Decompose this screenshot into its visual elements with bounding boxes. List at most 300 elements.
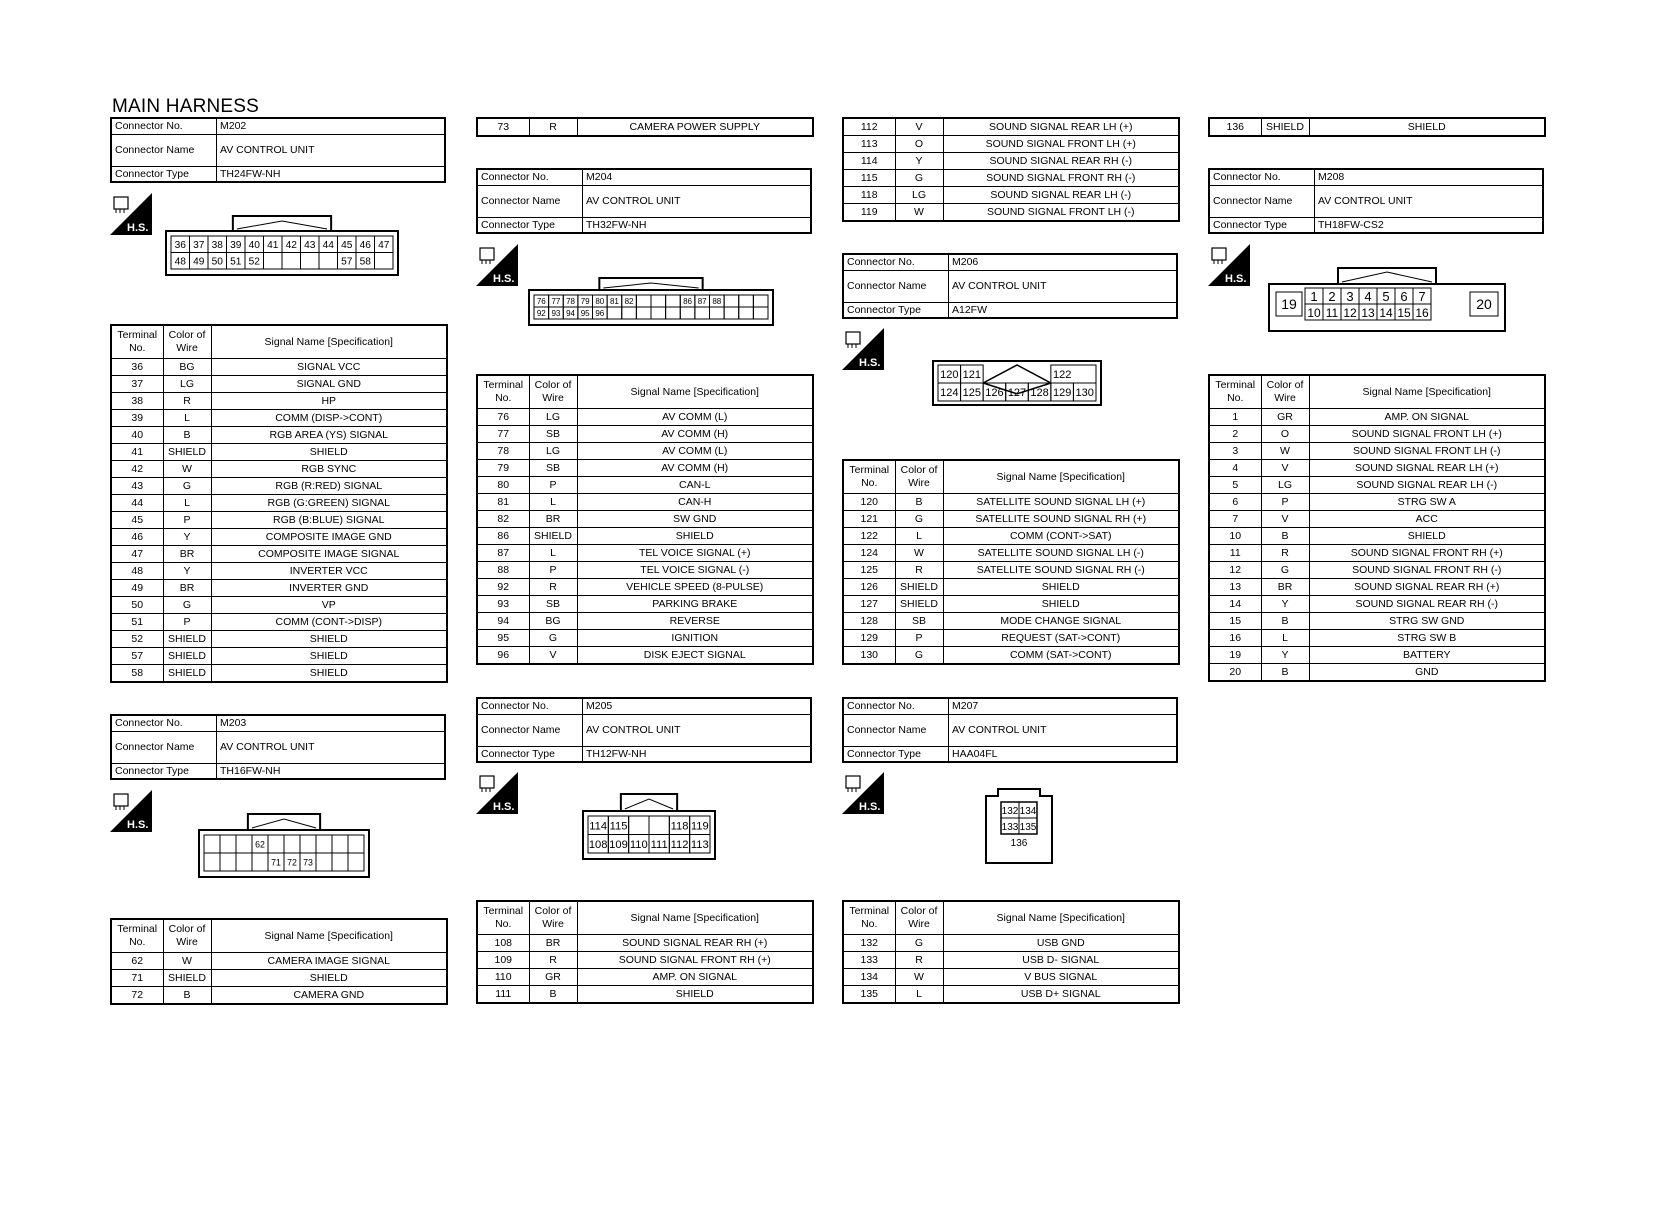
conn-no-value: M206 bbox=[949, 254, 1178, 270]
terminal-cell: 136 bbox=[1209, 118, 1261, 136]
color-cell: B bbox=[895, 494, 943, 511]
color-cell: V bbox=[529, 647, 577, 665]
terminal-cell: 14 bbox=[1209, 596, 1261, 613]
conn-name-value: AV CONTROL UNIT bbox=[949, 714, 1178, 746]
signal-cell: BATTERY bbox=[1309, 647, 1545, 664]
table-row bbox=[843, 187, 1179, 204]
signal-cell: SOUND SIGNAL FRONT LH (+) bbox=[943, 136, 1179, 153]
table-row bbox=[111, 970, 447, 987]
pin-label: 78 bbox=[566, 297, 576, 307]
table-row bbox=[111, 376, 447, 393]
signal-cell: COMM (DISP->CONT) bbox=[211, 410, 447, 427]
color-cell: W bbox=[895, 545, 943, 562]
table-row bbox=[111, 495, 447, 512]
terminal-cell: 46 bbox=[111, 529, 163, 546]
table-row bbox=[843, 952, 1179, 969]
signal-cell: SHIELD bbox=[211, 970, 447, 987]
pin-label: 41 bbox=[267, 240, 279, 252]
signal-cell: CAMERA POWER SUPPLY bbox=[577, 118, 813, 136]
terminal-cell: 38 bbox=[111, 393, 163, 410]
signal-cell: SIGNAL GND bbox=[211, 376, 447, 393]
signal-cell: VEHICLE SPEED (8-PULSE) bbox=[577, 579, 813, 596]
table-row bbox=[843, 613, 1179, 630]
table-row bbox=[477, 613, 813, 630]
pin-label: 37 bbox=[193, 240, 205, 252]
color-cell: LG bbox=[163, 376, 211, 393]
hs-icon bbox=[1208, 244, 1250, 286]
table-header bbox=[111, 919, 447, 953]
signal-cell: SOUND SIGNAL REAR RH (-) bbox=[1309, 596, 1545, 613]
pin-label: 71 bbox=[271, 857, 281, 868]
color-cell: W bbox=[163, 953, 211, 970]
terminal-cell: 112 bbox=[843, 118, 895, 136]
table-row bbox=[1209, 647, 1545, 664]
signal-header: Signal Name [Specification] bbox=[211, 325, 447, 359]
conn-name-label: Connector Name bbox=[477, 185, 583, 217]
pin-label: 77 bbox=[551, 297, 561, 307]
signal-cell: SATELLITE SOUND SIGNAL RH (+) bbox=[943, 511, 1179, 528]
color-cell: P bbox=[1261, 494, 1309, 511]
terminal-cell: 122 bbox=[843, 528, 895, 545]
table-row bbox=[1209, 562, 1545, 579]
terminal-header: Terminal No. bbox=[843, 901, 895, 935]
signal-cell: SOUND SIGNAL FRONT LH (-) bbox=[1309, 443, 1545, 460]
signal-cell: SOUND SIGNAL FRONT RH (-) bbox=[1309, 562, 1545, 579]
terminal-cell: 20 bbox=[1209, 664, 1261, 682]
color-cell: P bbox=[529, 477, 577, 494]
terminal-cell: 15 bbox=[1209, 613, 1261, 630]
table-row bbox=[477, 647, 813, 665]
table-row bbox=[843, 511, 1179, 528]
pin-label: 51 bbox=[230, 256, 242, 268]
terminal-cell: 77 bbox=[477, 426, 529, 443]
pin-label: 79 bbox=[580, 297, 590, 307]
signal-cell: CAMERA IMAGE SIGNAL bbox=[211, 953, 447, 970]
signal-cell: MODE CHANGE SIGNAL bbox=[943, 613, 1179, 630]
terminal-cell: 92 bbox=[477, 579, 529, 596]
conn-no-label: Connector No. bbox=[843, 254, 949, 270]
signal-cell: SHIELD bbox=[1309, 528, 1545, 545]
terminal-cell: 109 bbox=[477, 952, 529, 969]
color-cell: R bbox=[163, 393, 211, 410]
terminal-cell: 130 bbox=[843, 647, 895, 665]
table-row bbox=[477, 460, 813, 477]
terminal-cell: 13 bbox=[1209, 579, 1261, 596]
connector-diagram-m202 bbox=[165, 214, 399, 276]
signal-header: Signal Name [Specification] bbox=[943, 901, 1179, 935]
color-cell: R bbox=[1261, 545, 1309, 562]
conn-type-value: TH16FW-NH bbox=[217, 763, 446, 779]
color-cell: V bbox=[895, 118, 943, 136]
hs-icon bbox=[110, 193, 152, 235]
terminal-table-m203 bbox=[110, 918, 446, 1005]
connector-info-m202 bbox=[110, 117, 446, 183]
pin-label: 129 bbox=[1052, 387, 1072, 399]
terminal-cell: 50 bbox=[111, 597, 163, 614]
color-cell: BR bbox=[529, 511, 577, 528]
table-row bbox=[477, 562, 813, 579]
color-cell: BR bbox=[529, 935, 577, 952]
conn-type-value: HAA04FL bbox=[949, 746, 1178, 762]
table-row bbox=[477, 986, 813, 1004]
hs-label: H.S. bbox=[493, 801, 515, 813]
pin-label: 128 bbox=[1030, 387, 1049, 399]
color-cell: V bbox=[1261, 460, 1309, 477]
terminal-cell: 118 bbox=[843, 187, 895, 204]
terminal-cell: 114 bbox=[843, 153, 895, 170]
conn-type-label: Connector Type bbox=[843, 302, 949, 318]
terminal-cell: 42 bbox=[111, 461, 163, 478]
pin-label: 44 bbox=[322, 240, 334, 252]
color-cell: B bbox=[529, 986, 577, 1004]
signal-cell: SHIELD bbox=[577, 986, 813, 1004]
table-row bbox=[843, 579, 1179, 596]
conn-name-label: Connector Name bbox=[1209, 185, 1315, 217]
color-cell: LG bbox=[529, 443, 577, 460]
terminal-header: Terminal No. bbox=[477, 901, 529, 935]
signal-cell: TEL VOICE SIGNAL (+) bbox=[577, 545, 813, 562]
conn-name-label: Connector Name bbox=[843, 270, 949, 302]
signal-cell: SHIELD bbox=[211, 444, 447, 461]
table-row bbox=[477, 511, 813, 528]
color-cell: B bbox=[1261, 528, 1309, 545]
conn-name-value: AV CONTROL UNIT bbox=[217, 731, 446, 763]
terminal-cell: 80 bbox=[477, 477, 529, 494]
terminal-cell: 51 bbox=[111, 614, 163, 631]
conn-type-value: A12FW bbox=[949, 302, 1178, 318]
connector-diagram-m205 bbox=[582, 792, 716, 860]
terminal-cell: 94 bbox=[477, 613, 529, 630]
pin-label: 4 bbox=[1364, 289, 1372, 304]
table-row bbox=[1209, 426, 1545, 443]
color-cell: SHIELD bbox=[163, 970, 211, 987]
color-header: Color of Wire bbox=[1261, 375, 1309, 409]
table-row bbox=[111, 580, 447, 597]
signal-cell: SHIELD bbox=[211, 648, 447, 665]
table-row bbox=[477, 596, 813, 613]
signal-cell: RGB (R:RED) SIGNAL bbox=[211, 478, 447, 495]
table-row bbox=[111, 427, 447, 444]
pin-label: 11 bbox=[1325, 306, 1339, 320]
conn-type-value: TH18FW-CS2 bbox=[1315, 217, 1544, 233]
table-header bbox=[111, 325, 447, 359]
pin-label: 1 bbox=[1310, 289, 1318, 304]
signal-cell: RGB (B:BLUE) SIGNAL bbox=[211, 512, 447, 529]
terminal-header: Terminal No. bbox=[477, 375, 529, 409]
terminal-cell: 128 bbox=[843, 613, 895, 630]
color-cell: L bbox=[529, 545, 577, 562]
terminal-cell: 72 bbox=[111, 987, 163, 1005]
color-cell: SHIELD bbox=[163, 648, 211, 665]
signal-header: Signal Name [Specification] bbox=[577, 901, 813, 935]
terminal-cell: 58 bbox=[111, 665, 163, 683]
terminal-table bbox=[110, 324, 448, 683]
color-cell: L bbox=[895, 986, 943, 1004]
table-row bbox=[843, 136, 1179, 153]
table-row bbox=[477, 443, 813, 460]
connector-diagram-m206 bbox=[932, 360, 1102, 406]
conn-type-label: Connector Type bbox=[111, 763, 217, 779]
terminal-cell: 47 bbox=[111, 546, 163, 563]
terminal-cell: 127 bbox=[843, 596, 895, 613]
connector-info-m205 bbox=[476, 697, 812, 763]
table-row bbox=[1209, 579, 1545, 596]
connector-diagram-m204 bbox=[528, 276, 774, 326]
signal-cell: SHIELD bbox=[943, 596, 1179, 613]
pin-label: 43 bbox=[304, 240, 316, 252]
color-cell: G bbox=[895, 647, 943, 665]
terminal-cell: 95 bbox=[477, 630, 529, 647]
terminal-cell: 43 bbox=[111, 478, 163, 495]
color-cell: G bbox=[1261, 562, 1309, 579]
signal-cell: SOUND SIGNAL FRONT LH (+) bbox=[1309, 426, 1545, 443]
pin-label: 110 bbox=[629, 838, 648, 851]
table-row bbox=[843, 153, 1179, 170]
pin-label: 76 bbox=[536, 297, 546, 307]
terminal-cell: 40 bbox=[111, 427, 163, 444]
terminal-cell: 4 bbox=[1209, 460, 1261, 477]
table-row bbox=[843, 647, 1179, 665]
color-cell: SHIELD bbox=[529, 528, 577, 545]
signal-cell: SOUND SIGNAL REAR LH (-) bbox=[1309, 477, 1545, 494]
terminal-header: Terminal No. bbox=[1209, 375, 1261, 409]
terminal-table bbox=[476, 374, 814, 665]
table-row bbox=[111, 359, 447, 376]
table-row bbox=[477, 118, 813, 136]
color-cell: BR bbox=[163, 580, 211, 597]
terminal-cell: 86 bbox=[477, 528, 529, 545]
signal-cell: TEL VOICE SIGNAL (-) bbox=[577, 562, 813, 579]
color-cell: P bbox=[163, 512, 211, 529]
color-cell: LG bbox=[1261, 477, 1309, 494]
table-row bbox=[1209, 596, 1545, 613]
color-header: Color of Wire bbox=[895, 901, 943, 935]
color-header: Color of Wire bbox=[163, 325, 211, 359]
color-cell: SHIELD bbox=[163, 631, 211, 648]
pin-label: 92 bbox=[536, 309, 546, 319]
pin-label: 120 bbox=[940, 369, 959, 381]
table-row bbox=[1209, 443, 1545, 460]
pin-label: 96 bbox=[595, 309, 605, 319]
pin-label: 119 bbox=[690, 820, 709, 833]
pin-label: 10 bbox=[1307, 306, 1321, 320]
signal-cell: USB D+ SIGNAL bbox=[943, 986, 1179, 1004]
color-cell: SHIELD bbox=[163, 444, 211, 461]
pin-label: 6 bbox=[1400, 289, 1408, 304]
terminal-cell: 62 bbox=[111, 953, 163, 970]
color-cell: W bbox=[895, 204, 943, 222]
terminal-cell: 41 bbox=[111, 444, 163, 461]
pin-label: 46 bbox=[359, 240, 371, 252]
table-header bbox=[477, 375, 813, 409]
table-row bbox=[477, 528, 813, 545]
terminal-cell: 132 bbox=[843, 935, 895, 952]
pin-label: 40 bbox=[248, 240, 260, 252]
connector-info-m208 bbox=[1208, 168, 1544, 234]
hs-label: H.S. bbox=[859, 801, 881, 813]
table-row bbox=[477, 409, 813, 426]
color-cell: Y bbox=[1261, 647, 1309, 664]
table-row bbox=[1209, 613, 1545, 630]
terminal-cell: 37 bbox=[111, 376, 163, 393]
table-row bbox=[477, 426, 813, 443]
conn-name-value: AV CONTROL UNIT bbox=[583, 714, 812, 746]
pin-label: 125 bbox=[962, 387, 982, 399]
pin-label: 130 bbox=[1075, 387, 1094, 399]
conn-name-value: AV CONTROL UNIT bbox=[583, 185, 812, 217]
terminal-cell: 16 bbox=[1209, 630, 1261, 647]
table-header bbox=[477, 901, 813, 935]
terminal-table-m207-cont bbox=[1208, 117, 1544, 137]
terminal-cell: 78 bbox=[477, 443, 529, 460]
terminal-cell: 133 bbox=[843, 952, 895, 969]
pin-label: 124 bbox=[940, 387, 959, 399]
signal-cell: V BUS SIGNAL bbox=[943, 969, 1179, 986]
terminal-table-m208 bbox=[1208, 374, 1544, 682]
table-row bbox=[843, 170, 1179, 187]
terminal-cell: 111 bbox=[477, 986, 529, 1004]
color-cell: LG bbox=[529, 409, 577, 426]
signal-cell: SHIELD bbox=[211, 631, 447, 648]
table-row bbox=[843, 986, 1179, 1004]
terminal-cell: 48 bbox=[111, 563, 163, 580]
connector-diagram-m207 bbox=[984, 788, 1054, 864]
terminal-cell: 108 bbox=[477, 935, 529, 952]
pin-label: 134 bbox=[1019, 806, 1037, 817]
table-row bbox=[843, 935, 1179, 952]
conn-no-value: M207 bbox=[949, 698, 1178, 714]
signal-cell: COMPOSITE IMAGE SIGNAL bbox=[211, 546, 447, 563]
signal-cell: DISK EJECT SIGNAL bbox=[577, 647, 813, 665]
terminal-cell: 135 bbox=[843, 986, 895, 1004]
terminal-header: Terminal No. bbox=[111, 919, 163, 953]
signal-cell: STRG SW B bbox=[1309, 630, 1545, 647]
signal-cell: SOUND SIGNAL REAR RH (+) bbox=[577, 935, 813, 952]
terminal-cell: 11 bbox=[1209, 545, 1261, 562]
color-cell: W bbox=[1261, 443, 1309, 460]
conn-name-value: AV CONTROL UNIT bbox=[217, 134, 446, 166]
terminal-cell: 2 bbox=[1209, 426, 1261, 443]
color-cell: Y bbox=[163, 563, 211, 580]
signal-cell: SHIELD bbox=[1309, 118, 1545, 136]
hs-label: H.S. bbox=[1225, 273, 1247, 285]
pin-label: 112 bbox=[670, 838, 689, 851]
pin-label: 127 bbox=[1007, 387, 1027, 399]
hs-label: H.S. bbox=[859, 357, 881, 369]
color-cell: V bbox=[1261, 511, 1309, 528]
color-cell: SB bbox=[529, 426, 577, 443]
conn-name-value: AV CONTROL UNIT bbox=[949, 270, 1178, 302]
conn-no-value: M202 bbox=[217, 118, 446, 134]
pin-label: 80 bbox=[595, 297, 605, 307]
terminal-table-m205 bbox=[476, 900, 812, 1004]
color-cell: B bbox=[163, 427, 211, 444]
terminal-cell: 110 bbox=[477, 969, 529, 986]
terminal-cell: 71 bbox=[111, 970, 163, 987]
terminal-cell: 121 bbox=[843, 511, 895, 528]
pin-label: 57 bbox=[341, 256, 353, 268]
signal-cell: USB D- SIGNAL bbox=[943, 952, 1179, 969]
table-row bbox=[111, 444, 447, 461]
conn-name-label: Connector Name bbox=[477, 714, 583, 746]
hs-label: H.S. bbox=[127, 222, 149, 234]
table-row bbox=[111, 461, 447, 478]
signal-cell: SATELLITE SOUND SIGNAL RH (-) bbox=[943, 562, 1179, 579]
hs-icon bbox=[842, 328, 884, 370]
signal-cell: STRG SW GND bbox=[1309, 613, 1545, 630]
color-cell: BR bbox=[163, 546, 211, 563]
terminal-cell: 129 bbox=[843, 630, 895, 647]
table-row bbox=[1209, 630, 1545, 647]
table-row bbox=[1209, 528, 1545, 545]
pin-label: 111 bbox=[650, 838, 668, 851]
terminal-table-m203-cont bbox=[476, 117, 812, 137]
pin-label: 132 bbox=[1001, 806, 1019, 817]
color-cell: GR bbox=[1261, 409, 1309, 426]
pin-label: 118 bbox=[670, 820, 689, 833]
signal-cell: SATELLITE SOUND SIGNAL LH (+) bbox=[943, 494, 1179, 511]
signal-header: Signal Name [Specification] bbox=[943, 460, 1179, 494]
pin-label: 48 bbox=[174, 256, 186, 268]
signal-cell: INVERTER VCC bbox=[211, 563, 447, 580]
table-row bbox=[1209, 545, 1545, 562]
pin-label: 7 bbox=[1418, 289, 1426, 304]
conn-name-value: AV CONTROL UNIT bbox=[1315, 185, 1544, 217]
signal-cell: CAMERA GND bbox=[211, 987, 447, 1005]
table-row bbox=[111, 665, 447, 683]
signal-cell: ACC bbox=[1309, 511, 1545, 528]
signal-cell: AMP. ON SIGNAL bbox=[577, 969, 813, 986]
color-cell: SHIELD bbox=[895, 579, 943, 596]
signal-cell: GND bbox=[1309, 664, 1545, 682]
pin-label: 19 bbox=[1281, 296, 1297, 312]
table-row bbox=[111, 546, 447, 563]
conn-no-label: Connector No. bbox=[477, 698, 583, 714]
table-row bbox=[1209, 118, 1545, 136]
terminal-cell: 7 bbox=[1209, 511, 1261, 528]
terminal-cell: 81 bbox=[477, 494, 529, 511]
hs-icon bbox=[476, 772, 518, 814]
conn-no-value: M208 bbox=[1315, 169, 1544, 185]
pin-label: 135 bbox=[1019, 822, 1037, 833]
table-row bbox=[477, 494, 813, 511]
signal-cell: CAN-H bbox=[577, 494, 813, 511]
pin-label: 62 bbox=[255, 839, 265, 850]
pin-label: 16 bbox=[1415, 306, 1429, 320]
signal-cell: SOUND SIGNAL FRONT RH (+) bbox=[1309, 545, 1545, 562]
signal-cell: INVERTER GND bbox=[211, 580, 447, 597]
signal-cell: SOUND SIGNAL FRONT LH (-) bbox=[943, 204, 1179, 222]
terminal-table bbox=[1208, 117, 1546, 137]
color-header: Color of Wire bbox=[529, 375, 577, 409]
table-row bbox=[111, 648, 447, 665]
signal-header: Signal Name [Specification] bbox=[1309, 375, 1545, 409]
color-cell: R bbox=[529, 952, 577, 969]
color-cell: L bbox=[163, 495, 211, 512]
pin-label: 114 bbox=[589, 820, 608, 833]
terminal-cell: 36 bbox=[111, 359, 163, 376]
color-cell: SHIELD bbox=[1261, 118, 1309, 136]
table-row bbox=[843, 630, 1179, 647]
color-cell: L bbox=[1261, 630, 1309, 647]
terminal-cell: 93 bbox=[477, 596, 529, 613]
terminal-cell: 73 bbox=[477, 118, 529, 136]
table-row bbox=[1209, 409, 1545, 426]
signal-cell: PARKING BRAKE bbox=[577, 596, 813, 613]
pin-label: 94 bbox=[566, 309, 576, 319]
pin-label: 13 bbox=[1361, 306, 1375, 320]
color-cell: L bbox=[163, 410, 211, 427]
